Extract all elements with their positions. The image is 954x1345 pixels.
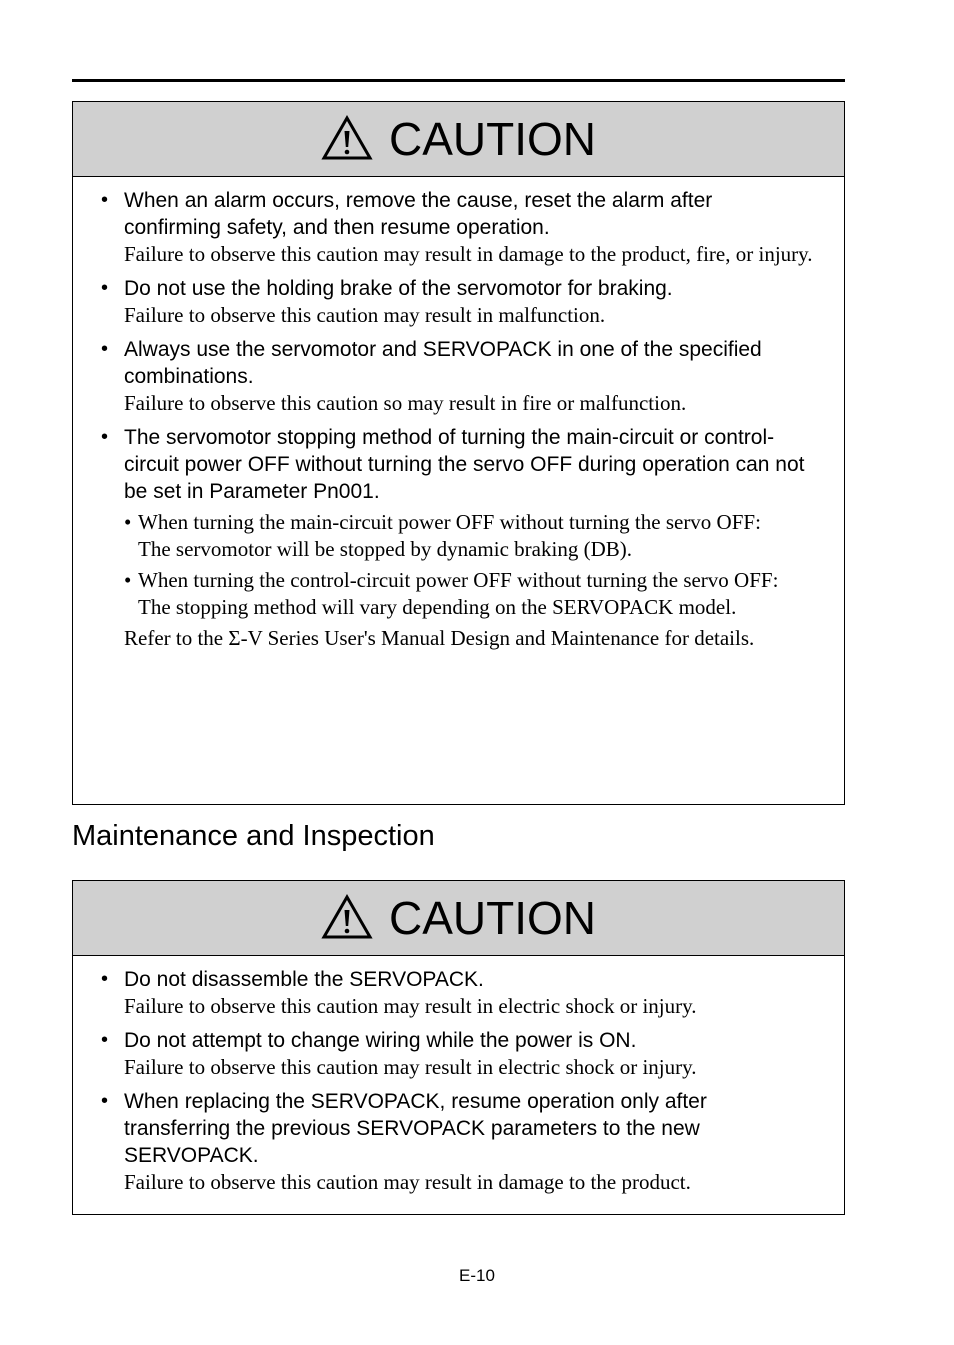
warning-triangle-icon: [321, 115, 373, 161]
caution-body: [73, 956, 844, 1196]
caution-item: [101, 1088, 814, 1196]
caution-item-consequence: Failure to observe this caution may result in damage to the product, fire, or injury.: [124, 242, 813, 266]
caution-item-text: Do not use the holding brake of the servomotor for braking.: [124, 277, 673, 300]
caution-item: [101, 275, 814, 329]
subitem-result: The stopping method will vary depending on the SERVOPACK model.: [138, 595, 737, 619]
caution-header: [73, 102, 844, 177]
caution-item-text: The servomotor stopping method of turning the main-circuit or control-circuit power OFF without turning the servo OFF during operation can not be set in Parameter Pn001.: [124, 426, 805, 503]
sub-bullet: •: [124, 510, 132, 534]
caution-subitem: [124, 509, 814, 563]
caution-item: [101, 1027, 814, 1081]
caution-item-consequence: Failure to observe this caution may result in malfunction.: [124, 303, 606, 327]
caution-item-text: Do not attempt to change wiring while the power is ON.: [124, 1029, 637, 1052]
subitem-condition: When turning the control-circuit power OFF without turning the servo OFF:: [138, 568, 779, 592]
caution-subitem: [124, 567, 814, 621]
subitem-condition: When turning the main-circuit power OFF without turning the servo OFF:: [138, 510, 761, 534]
top-rule: [72, 79, 845, 82]
caution-title: CAUTION: [389, 113, 596, 165]
bullet: •: [101, 1029, 109, 1051]
caution-box-maintenance: [72, 880, 845, 1215]
caution-item-text: Always use the servomotor and SERVOPACK in one of the specified combinations.: [124, 338, 762, 388]
warning-triangle-icon: [321, 894, 373, 940]
sub-bullet: •: [124, 568, 132, 592]
caution-item-text: When replacing the SERVOPACK, resume operation only after transferring the previous SERVOPACK parameters to the new SERVOPACK.: [124, 1090, 707, 1167]
caution-body: [73, 177, 844, 652]
caution-item-text: Do not disassemble the SERVOPACK.: [124, 968, 484, 991]
caution-item-consequence: Failure to observe this caution may result in electric shock or injury.: [124, 1055, 697, 1079]
caution-item: [101, 424, 814, 652]
caution-item-consequence: Failure to observe this caution may result in damage to the product.: [124, 1170, 691, 1194]
caution-item-consequence: Failure to observe this caution may result in electric shock or injury.: [124, 994, 697, 1018]
caution-header: [73, 881, 844, 956]
caution-title: CAUTION: [389, 892, 596, 944]
caution-item: [101, 336, 814, 417]
manual-reference: Refer to the Σ-V Series User's Manual Design and Maintenance for details.: [124, 626, 755, 650]
caution-item-consequence: Failure to observe this caution so may result in fire or malfunction.: [124, 391, 687, 415]
bullet: •: [101, 1090, 109, 1112]
bullet: •: [101, 426, 109, 448]
caution-item-text: When an alarm occurs, remove the cause, reset the alarm after confirming safety, and then resume operation.: [124, 189, 713, 239]
caution-item: [101, 966, 814, 1020]
caution-item: [101, 187, 814, 268]
bullet: •: [101, 277, 109, 299]
bullet: •: [101, 338, 109, 360]
page-number: E-10: [459, 1266, 495, 1285]
bullet: •: [101, 968, 109, 990]
subitem-result: The servomotor will be stopped by dynamic braking (DB).: [138, 537, 632, 561]
section-heading: Maintenance and Inspection: [72, 820, 435, 852]
bullet: •: [101, 189, 109, 211]
caution-box-operation: [72, 101, 845, 805]
